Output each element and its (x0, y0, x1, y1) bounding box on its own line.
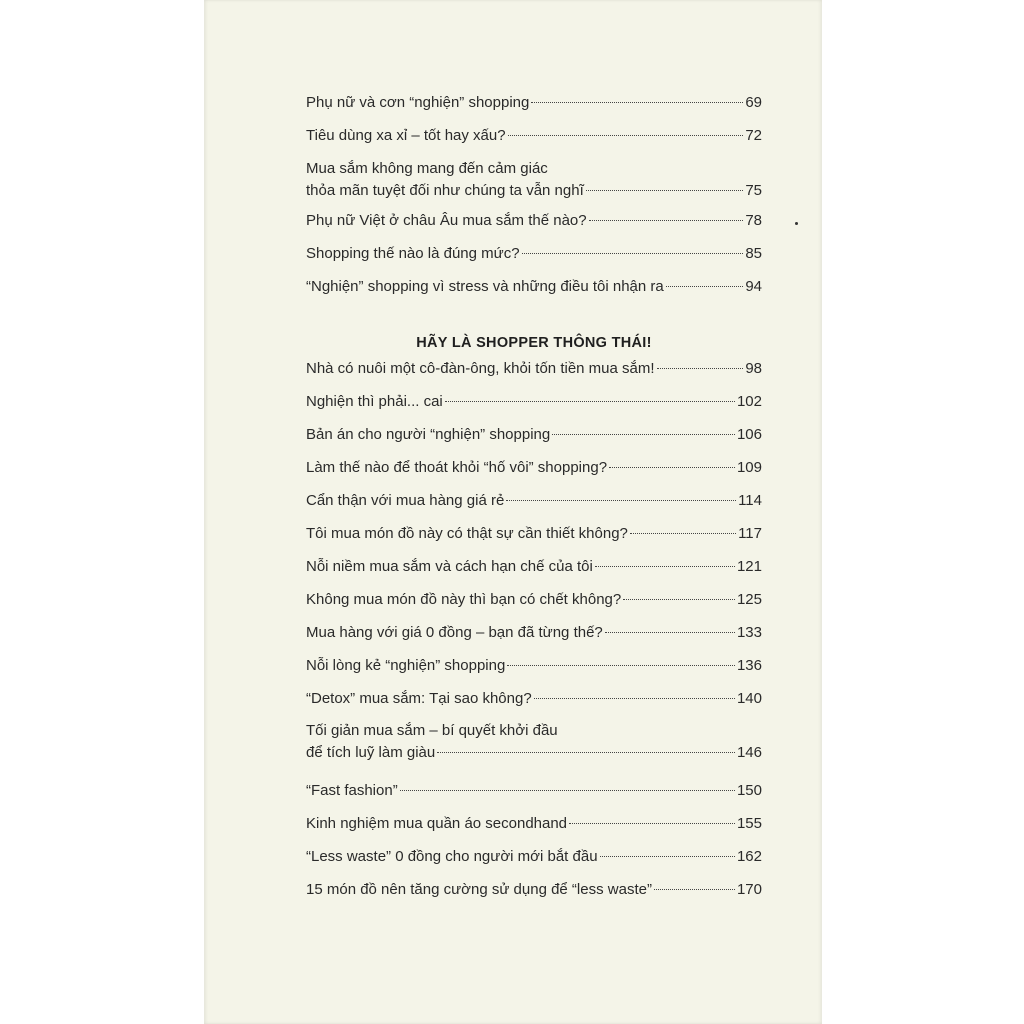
toc-entry (306, 276, 762, 298)
toc-entry (306, 424, 762, 446)
toc-entry (306, 720, 762, 764)
toc-page-number: 102 (736, 393, 762, 410)
toc-page-number: 114 (738, 492, 762, 509)
toc-page-number: 155 (736, 815, 762, 832)
toc-page-number: 125 (736, 591, 762, 608)
toc-entry-title: Nỗi lòng kẻ “nghiện” shopping (306, 657, 506, 674)
section-heading: HÃY LÀ SHOPPER THÔNG THÁI! (416, 335, 652, 351)
toc-entry (306, 780, 762, 802)
dot-leader (623, 599, 735, 600)
dot-leader (630, 533, 736, 534)
toc-entry-title: 15 món đồ nên tăng cường sử dụng để “less waste” (306, 881, 652, 898)
toc-entry (306, 879, 762, 901)
dot-leader (534, 698, 735, 699)
toc-entry (306, 589, 762, 611)
dot-leader (552, 434, 735, 435)
toc-entry (306, 556, 762, 578)
toc-entry-title: “Detox” mua sắm: Tại sao không? (306, 690, 532, 707)
dot-leader (589, 220, 744, 221)
toc-entry (306, 457, 762, 479)
toc-page-number: 75 (745, 182, 762, 199)
toc-page-number: 133 (736, 624, 762, 641)
toc-page-number: 94 (745, 278, 762, 295)
toc-entry-title: Mua hàng với giá 0 đồng – bạn đã từng thế? (306, 624, 603, 641)
toc-entry (306, 622, 762, 644)
toc-page-number: 162 (736, 848, 762, 865)
toc-entry-title: Phụ nữ Việt ở châu Âu mua sắm thế nào? (306, 212, 587, 229)
toc-entry (306, 813, 762, 835)
toc-entry-title: Không mua món đồ này thì bạn có chết không? (306, 591, 622, 608)
toc-page-number: 117 (738, 525, 762, 542)
dot-leader (609, 467, 735, 468)
dot-leader (666, 286, 744, 287)
dot-leader (522, 253, 744, 254)
toc-page-number: 69 (745, 94, 762, 111)
toc-page-number: 106 (736, 426, 762, 443)
ink-speck (795, 222, 798, 225)
toc-page-number: 136 (736, 657, 762, 674)
toc-entry (306, 655, 762, 677)
toc-entry (306, 125, 762, 147)
toc-page-number: 109 (736, 459, 762, 476)
toc-entry (306, 210, 762, 232)
toc-entry-title: Shopping thế nào là đúng mức? (306, 245, 520, 262)
dot-leader (586, 190, 744, 191)
toc-entry-title: “Fast fashion” (306, 782, 398, 799)
dot-leader (654, 889, 735, 890)
toc-page-number: 150 (736, 782, 762, 799)
toc-entry (306, 391, 762, 413)
dot-leader (605, 632, 735, 633)
toc-entry-title: Nỗi niềm mua sắm và cách hạn chế của tôi (306, 558, 593, 575)
toc-entry-title: Tôi mua món đồ này có thật sự cần thiết không? (306, 525, 628, 542)
toc-entry-title: Cẩn thận với mua hàng giá rẻ (306, 492, 505, 509)
toc-entry-title-line: Tối giản mua sắm – bí quyết khởi đầu (306, 722, 558, 739)
toc-entry-title: “Nghiện” shopping vì stress và những điều tôi nhận ra (306, 278, 664, 295)
dot-leader (600, 856, 735, 857)
toc-page-number: 121 (736, 558, 762, 575)
dot-leader (508, 135, 744, 136)
toc-page-number: 72 (745, 127, 762, 144)
dot-leader (506, 500, 736, 501)
dot-leader (445, 401, 735, 402)
dot-leader (569, 823, 735, 824)
dot-leader (657, 368, 744, 369)
dot-leader (595, 566, 735, 567)
toc-entry (306, 158, 762, 202)
toc-entry (306, 358, 762, 380)
dot-leader (437, 752, 735, 753)
toc-entry-title: Nghiện thì phải... cai (306, 393, 443, 410)
toc-entry (306, 523, 762, 545)
toc-page-number: 146 (736, 744, 762, 761)
toc-page-number: 140 (736, 690, 762, 707)
toc-entry-title: Bản án cho người “nghiện” shopping (306, 426, 551, 443)
dot-leader (531, 102, 743, 103)
toc-entry-title: Phụ nữ và cơn “nghiện” shopping (306, 94, 530, 111)
toc-entry-title: thỏa mãn tuyệt đối như chúng ta vẫn nghĩ (306, 182, 584, 199)
toc-entry-title: Kinh nghiệm mua quần áo secondhand (306, 815, 568, 832)
toc-entry-title-line: Mua sắm không mang đến cảm giác (306, 160, 548, 177)
toc-entry (306, 243, 762, 265)
toc-page-number: 98 (745, 360, 762, 377)
toc-page-number: 85 (745, 245, 762, 262)
toc-entry-title: Tiêu dùng xa xỉ – tốt hay xấu? (306, 127, 506, 144)
dot-leader (507, 665, 735, 666)
toc-page-number: 78 (745, 212, 762, 229)
book-page (204, 0, 822, 1024)
toc-entry-title: để tích luỹ làm giàu (306, 744, 436, 761)
toc-entry (306, 688, 762, 710)
toc-entry-title: “Less waste” 0 đồng cho người mới bắt đầu (306, 848, 598, 865)
dot-leader (400, 790, 735, 791)
toc-page-number: 170 (736, 881, 762, 898)
toc-entry-title: Làm thế nào để thoát khỏi “hố vôi” shopping? (306, 459, 608, 476)
toc-entry (306, 490, 762, 512)
toc-entry (306, 92, 762, 114)
toc-entry-title: Nhà có nuôi một cô-đàn-ông, khỏi tốn tiền mua sắm! (306, 360, 655, 377)
toc-entry (306, 846, 762, 868)
